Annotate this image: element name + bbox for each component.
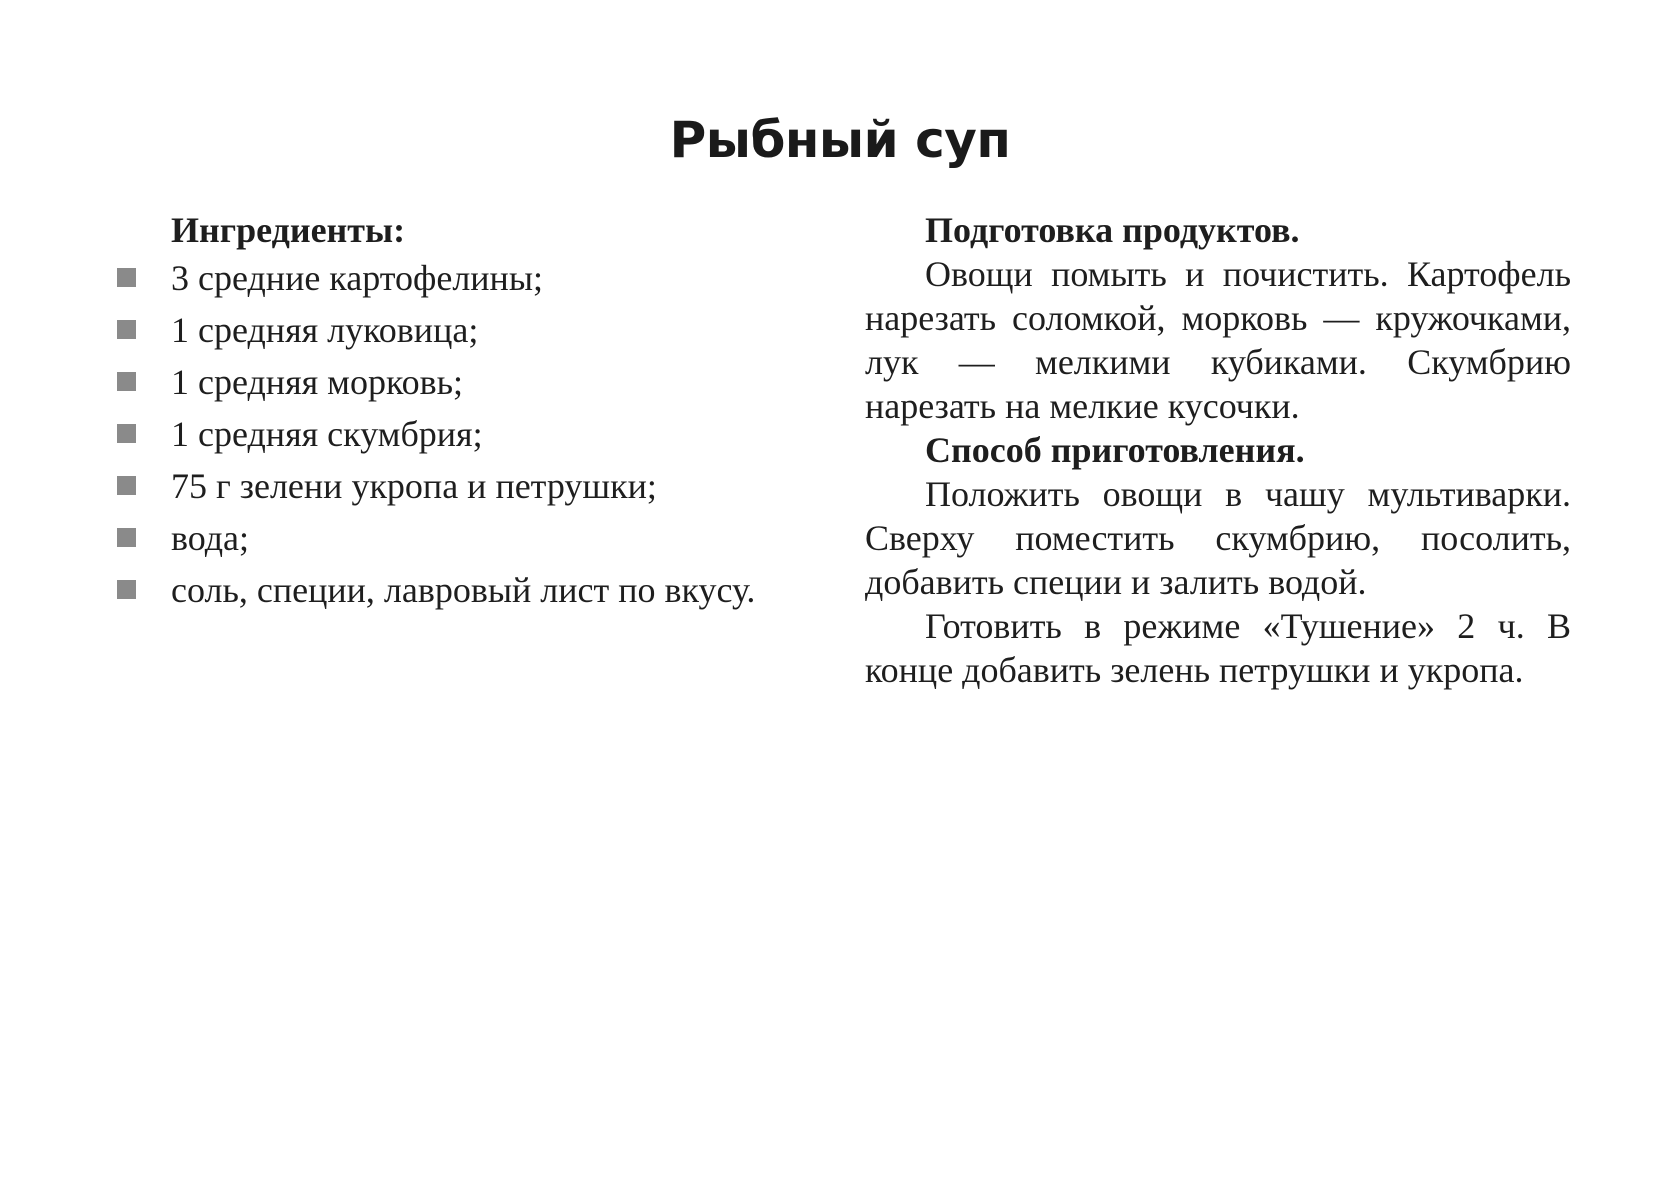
method-paragraph: Готовить в режиме «Тушение» 2 ч. В конце добавить зелень петрушки и укропа.: [865, 606, 1571, 690]
ingredient-item: [113, 356, 813, 408]
ingredient-text: 3 средние картофелины;: [171, 258, 544, 298]
square-bullet-icon: [117, 372, 136, 391]
ingredient-item: [113, 252, 813, 304]
ingredient-item: [113, 512, 813, 564]
ingredient-text: соль, специи, лавровый лист по вкусу.: [171, 570, 756, 610]
method-heading: Способ приготовления.: [925, 430, 1305, 470]
ingredient-text: 1 средняя морковь;: [171, 362, 464, 402]
square-bullet-icon: [117, 424, 136, 443]
square-bullet-icon: [117, 476, 136, 495]
ingredient-text: 75 г зелени укропа и петрушки;: [171, 466, 657, 506]
square-bullet-icon: [117, 580, 136, 599]
square-bullet-icon: [117, 268, 136, 287]
ingredient-list: [113, 252, 813, 616]
method-paragraph: Положить овощи в чашу мультиварки. Сверху поместить скумбрию, посолить, добавить специи и залить водой.: [865, 474, 1571, 602]
ingredient-item: [113, 304, 813, 356]
ingredient-item: [113, 460, 813, 512]
preparation-heading: Подготовка продуктов.: [925, 210, 1300, 250]
square-bullet-icon: [117, 320, 136, 339]
ingredient-item: [113, 564, 813, 616]
ingredient-item: [113, 408, 813, 460]
preparation-text: Овощи помыть и почистить. Картофель нарезать соломкой, морковь — кружочками, лук — мелкими кубиками. Скумбрию нарезать на мелкие кусочки.: [865, 254, 1571, 426]
ingredient-text: вода;: [171, 518, 250, 558]
ingredients-section: [113, 208, 813, 616]
page-title: Рыбный суп: [669, 111, 1011, 169]
ingredient-text: 1 средняя скумбрия;: [171, 414, 483, 454]
ingredient-text: 1 средняя луковица;: [171, 310, 479, 350]
square-bullet-icon: [117, 528, 136, 547]
ingredients-heading: Ингредиенты:: [171, 210, 406, 250]
instructions-section: [865, 208, 1571, 692]
